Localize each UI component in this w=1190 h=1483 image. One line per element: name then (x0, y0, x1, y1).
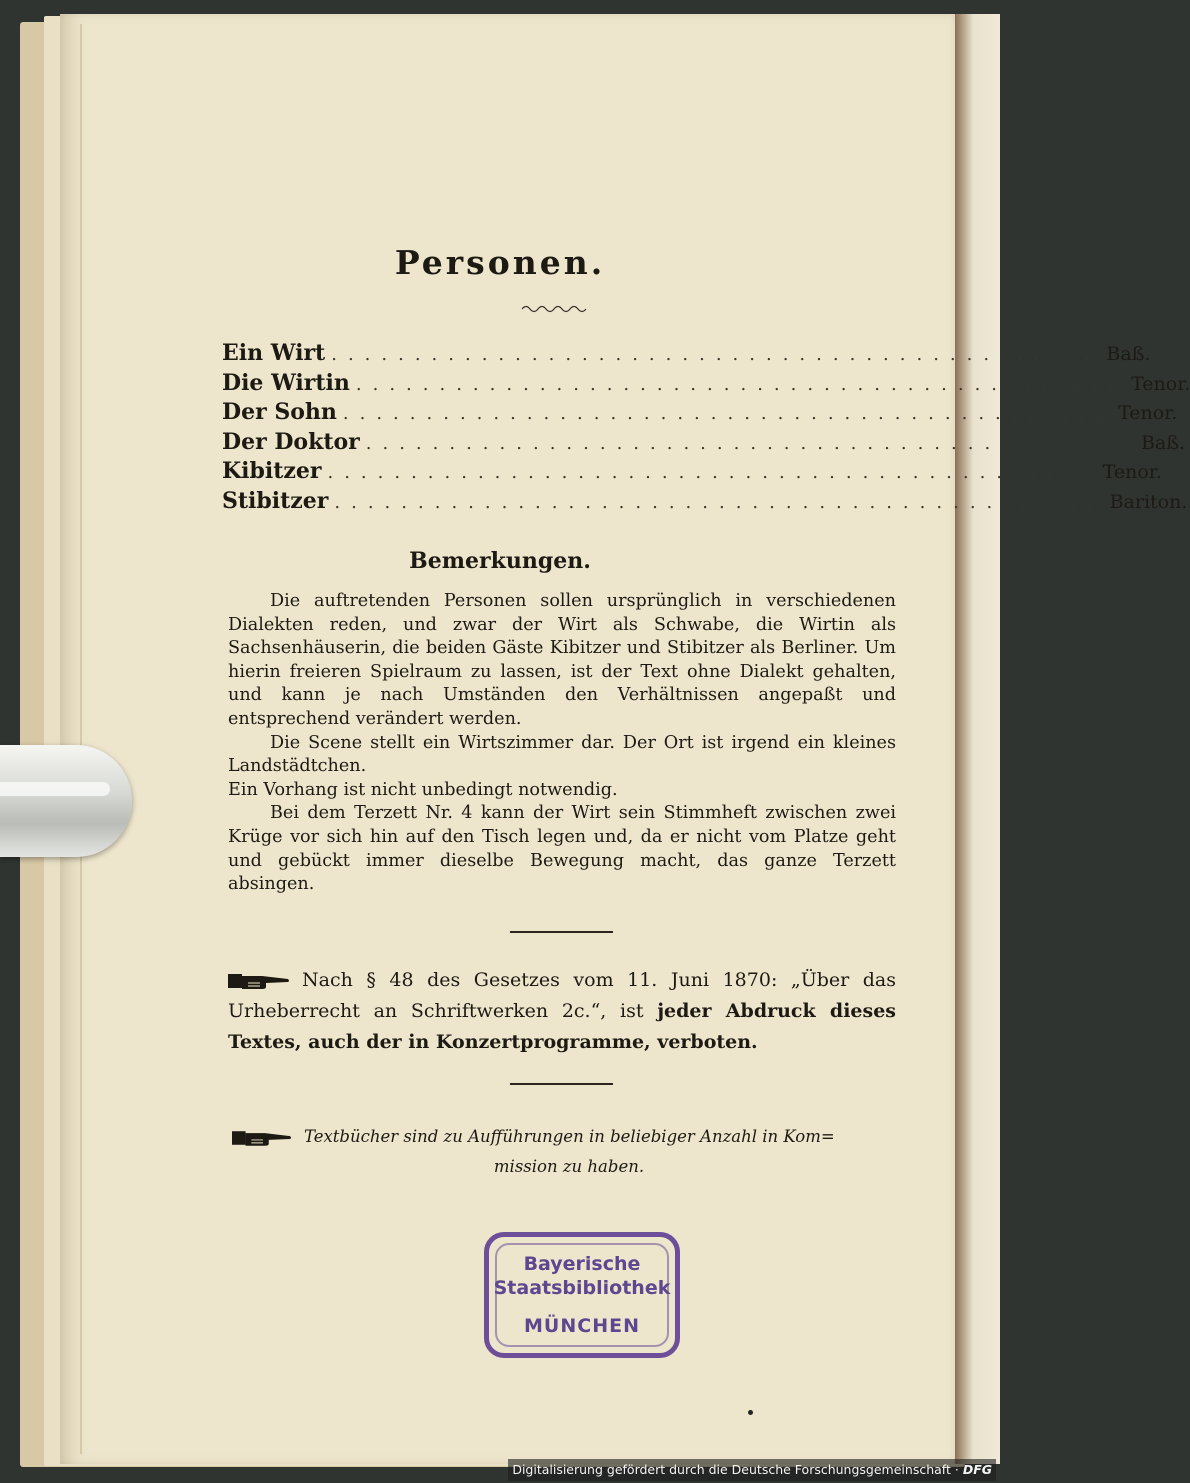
remarks-paragraph: Bei dem Terzett Nr. 4 kann der Wirt sein Stimmheft zwischen zwei Krüge vor sich hin auf den Tisch legen und, da er nicht vom Platze geht und gebückt immer dieselbe Bewegung macht, das ganze Terzett absingen. (228, 803, 896, 895)
cast-role: Die Wirtin (222, 369, 350, 396)
title-ornament-icon (520, 303, 590, 315)
copyright-notice (228, 965, 896, 1058)
textbook-line-2: mission zu haben. (493, 1157, 645, 1176)
remarks-paragraph: Die auftretenden Personen sollen ursprünglich in verschiedenen Dialekten reden, und zwar der Wirt als Schwabe, die Wirtin als Sachsenhäuserin, die beiden Gäste Kibitzer und Stibitzer als Berliner. Um hierin freieren Spielraum zu lassen, ist der Text ohne Dialekt gehalten, und kann je nach Umständen den Verhältnissen angepaßt und entsprechend verändert werden. (228, 591, 896, 729)
pointing-hand-icon (232, 1127, 292, 1149)
cast-row (222, 428, 1185, 459)
leader-dots: .............................................. (334, 491, 1104, 513)
cast-row (222, 399, 1178, 429)
remarks-heading: Bemerkungen. (409, 548, 591, 574)
stamp-line-3: MÜNCHEN (524, 1315, 640, 1337)
cast-role: Der Sohn (222, 399, 337, 425)
leader-dots: .............................................. (331, 344, 1101, 365)
cast-voice: Tenor. (1102, 461, 1162, 483)
cast-voice: Tenor. (1131, 372, 1190, 395)
clip-highlight (0, 782, 110, 796)
page-title: Personen. (394, 243, 606, 282)
remarks-body (228, 590, 896, 897)
cast-voice: Baß. (1106, 343, 1151, 365)
page-gutter-line (80, 24, 82, 1454)
leader-dots: .............................................. (355, 373, 1126, 395)
pointing-hand-icon (228, 970, 290, 992)
cast-list (222, 340, 1190, 517)
ink-dot (748, 1410, 753, 1415)
divider-rule (510, 1083, 613, 1085)
dfg-logo: DFG (962, 1462, 992, 1477)
cast-row (222, 340, 1151, 370)
remarks-paragraph: Die Scene stellt ein Wirtszimmer dar. Der Ort ist irgend ein kleines Landstädtchen. (228, 732, 896, 777)
stamp-line-2: Staatsbibliothek (493, 1277, 671, 1299)
cast-row (222, 487, 1188, 518)
cast-role: Kibitzer (222, 458, 322, 484)
cast-voice: Tenor. (1118, 402, 1178, 424)
page-holder-clip (0, 745, 132, 857)
leader-dots: .............................................. (342, 403, 1113, 424)
leader-dots: .............................................. (327, 462, 1097, 483)
digitization-footer (508, 1459, 996, 1481)
library-stamp (484, 1232, 680, 1358)
remarks-paragraph: Ein Vorhang ist nicht unbedingt notwendig. (228, 779, 618, 800)
leader-dots: .............................................. (365, 432, 1135, 454)
cast-row (222, 458, 1162, 488)
textbook-note (232, 1122, 896, 1182)
next-page-edge (955, 14, 1000, 1464)
textbook-line-1: Textbücher sind zu Aufführungen in beliebiger Anzahl in Kom= (304, 1127, 835, 1146)
cast-row (222, 369, 1190, 400)
notice-emphasis: jeder Abdruck dieses Textes, auch der in Konzertprogramme, verboten. (228, 1000, 896, 1053)
divider-rule (510, 931, 613, 933)
notice-text: Nach § 48 des Gesetzes vom 11. Juni 1870: „Über das Urheberrecht an Schriftwerken 2c.“, ist (228, 969, 896, 1022)
cast-voice: Bariton. (1109, 490, 1188, 513)
cast-voice: Baß. (1140, 431, 1185, 454)
cast-role: Stibitzer (222, 487, 329, 514)
stamp-line-1: Bayerische (523, 1253, 641, 1275)
cast-role: Der Doktor (222, 428, 360, 455)
cast-role: Ein Wirt (222, 340, 326, 366)
footer-text: Digitalisierung gefördert durch die Deutsche Forschungsgemeinschaft · (512, 1462, 959, 1477)
